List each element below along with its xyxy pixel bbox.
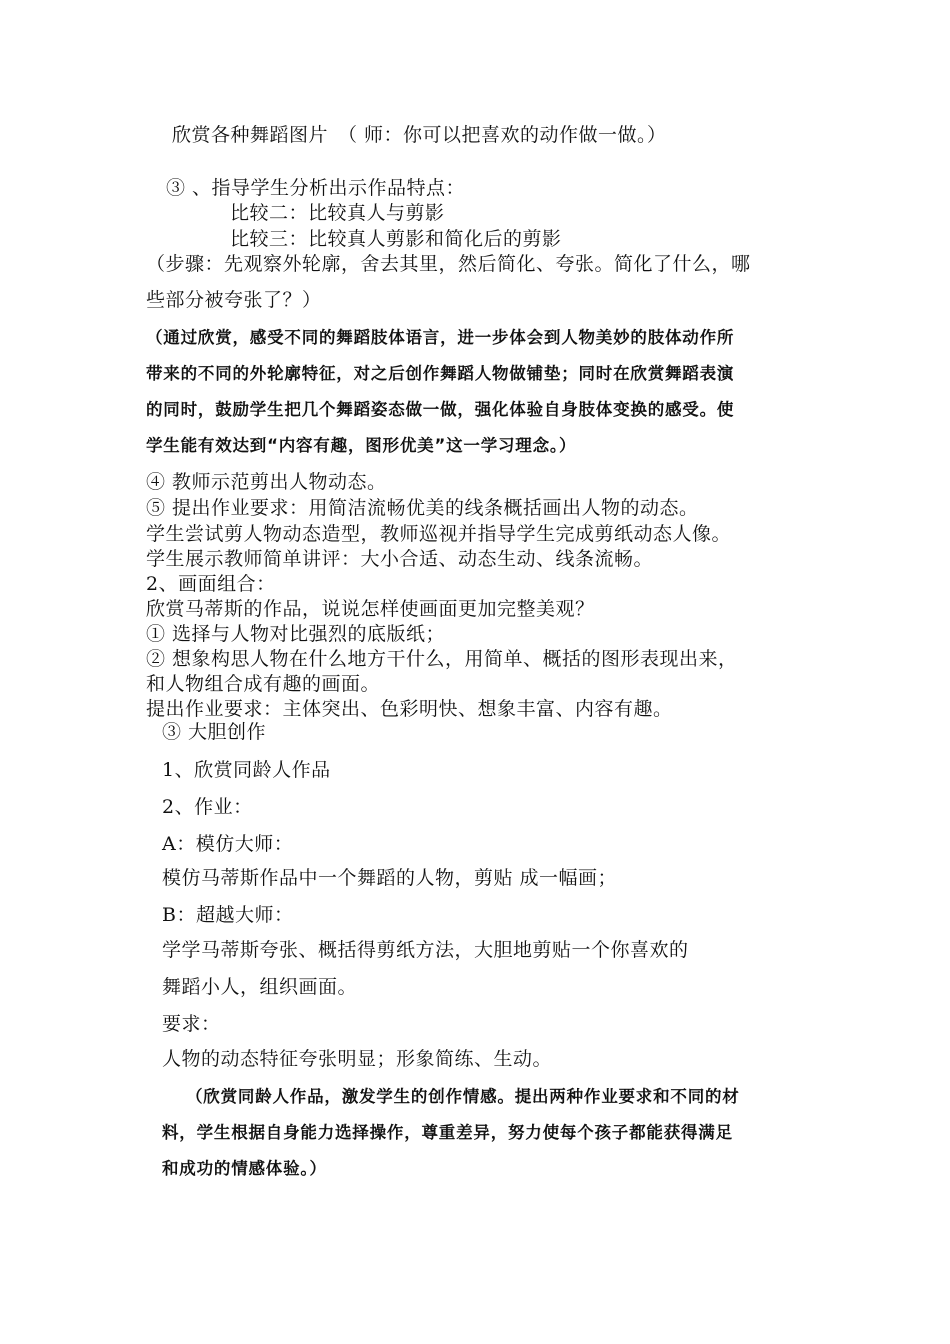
text-line: 模仿马蒂斯作品中一个舞蹈的人物，剪贴 成一幅画； (162, 867, 618, 889)
annotation-line: （欣赏同龄人作品，激发学生的创作情感。提出两种作业要求和不同的材 (186, 1087, 740, 1106)
text-line: 欣赏马蒂斯的作品，说说怎样使画面更加完整美观？ (146, 598, 595, 620)
text-line: 和人物组合成有趣的画面。 (146, 673, 381, 695)
text-line: 比较二：比较真人与剪影 (230, 202, 445, 224)
text-line: 学学马蒂斯夸张、概括得剪纸方法，大胆地剪贴一个你喜欢的 (162, 939, 689, 961)
text-line: 些部分被夸张了？） (146, 289, 322, 311)
annotation-line: 的同时，鼓励学生把几个舞蹈姿态做一做，强化体验自身肢体变换的感受。使 (146, 400, 735, 419)
annotation-line: 带来的不同的外轮廓特征，对之后创作舞蹈人物做铺垫；同时在欣赏舞蹈表演 (146, 364, 735, 383)
text-line: A：模仿大师： (162, 833, 294, 855)
text-line: 2、作业： (162, 796, 253, 818)
text-line: ③ 大胆创作 (162, 721, 267, 743)
annotation-line: 学生能有效达到“内容有趣，图形优美”这一学习理念。） (146, 436, 577, 455)
text-line: 要求： (162, 1013, 221, 1035)
text-line: 舞蹈小人，组织画面。 (162, 976, 358, 998)
annotation-line: 和成功的情感体验。） (162, 1159, 327, 1178)
text-line: 1、欣赏同龄人作品 (162, 759, 331, 781)
text-line: 2、画面组合： (146, 573, 276, 595)
text-line: 人物的动态特征夸张明显；形象简练、生动。 (162, 1048, 553, 1070)
text-line: ② 想象构思人物在什么地方干什么，用简单、概括的图形表现出来， (146, 648, 738, 670)
annotation-line: 料，学生根据自身能力选择操作，尊重差异，努力使每个孩子都能获得满足 (162, 1123, 733, 1142)
text-line: ① 选择与人物对比强烈的底版纸； (146, 623, 446, 645)
text-line: ⑤ 提出作业要求：用简洁流畅优美的线条概括画出人物的动态。 (146, 497, 699, 519)
text-line: 学生尝试剪人物动态造型，教师巡视并指导学生完成剪纸动态人像。 (146, 523, 732, 545)
text-line: （步骤：先观察外轮廓，舍去其里，然后简化、夸张。简化了什么，哪 (146, 253, 751, 275)
text-line: B：超越大师： (162, 904, 294, 926)
text-line: 欣赏各种舞蹈图片 （ 师：你可以把喜欢的动作做一做。） (172, 124, 667, 146)
text-line: ③ 、指导学生分析出示作品特点： (166, 177, 466, 199)
text-line: ④ 教师示范剪出人物动态。 (146, 471, 387, 493)
text-line: 提出作业要求：主体突出、色彩明快、想象丰富、内容有趣。 (146, 698, 673, 720)
text-line: 学生展示教师简单讲评：大小合适、动态生动、线条流畅。 (146, 548, 654, 570)
text-line: 比较三：比较真人剪影和简化后的剪影 (230, 228, 562, 250)
annotation-line: （通过欣赏，感受不同的舞蹈肢体语言，进一步体会到人物美妙的肢体动作所 (146, 328, 735, 347)
